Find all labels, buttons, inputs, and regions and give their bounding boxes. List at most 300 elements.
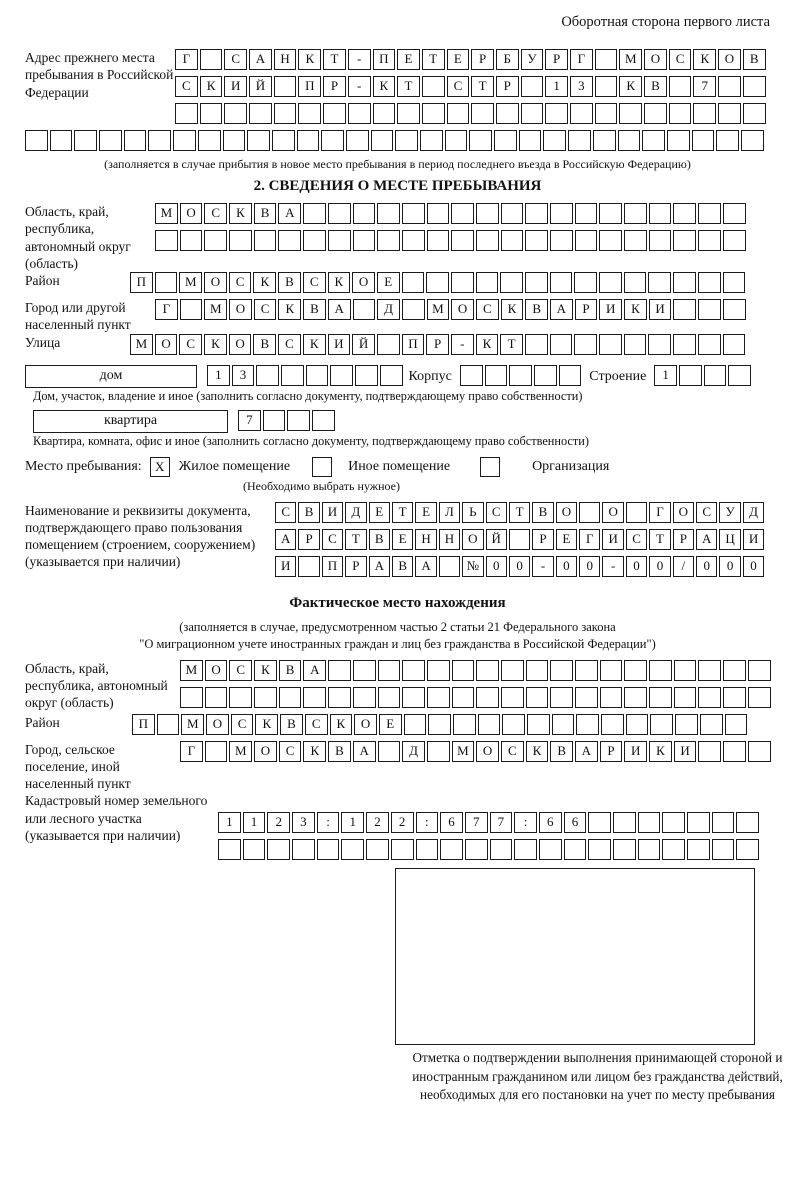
char-box[interactable]: Й bbox=[486, 529, 507, 550]
char-box[interactable]: О bbox=[673, 502, 694, 523]
char-box[interactable] bbox=[416, 839, 439, 860]
char-box[interactable]: Р bbox=[298, 529, 319, 550]
char-box[interactable] bbox=[478, 714, 501, 735]
char-box[interactable] bbox=[50, 130, 73, 151]
char-box[interactable]: С bbox=[305, 714, 328, 735]
char-box[interactable] bbox=[427, 203, 450, 224]
char-box[interactable]: 0 bbox=[626, 556, 647, 577]
char-box[interactable] bbox=[723, 687, 746, 708]
char-box[interactable] bbox=[619, 103, 642, 124]
char-box[interactable] bbox=[698, 687, 721, 708]
char-box[interactable]: Е bbox=[369, 502, 390, 523]
char-box[interactable] bbox=[600, 687, 623, 708]
char-box[interactable]: М bbox=[181, 714, 204, 735]
char-box[interactable] bbox=[519, 130, 542, 151]
char-box[interactable] bbox=[501, 660, 524, 681]
char-box[interactable] bbox=[346, 130, 369, 151]
char-box[interactable] bbox=[675, 714, 698, 735]
char-box[interactable]: С bbox=[278, 334, 301, 355]
char-box[interactable] bbox=[716, 130, 739, 151]
char-box[interactable] bbox=[741, 130, 764, 151]
char-box[interactable] bbox=[650, 714, 673, 735]
char-box[interactable]: № bbox=[462, 556, 483, 577]
char-box[interactable] bbox=[256, 365, 279, 386]
char-box[interactable]: К bbox=[303, 741, 326, 762]
char-box[interactable] bbox=[626, 502, 647, 523]
char-box[interactable] bbox=[312, 410, 335, 431]
char-box[interactable]: О bbox=[476, 741, 499, 762]
char-box[interactable] bbox=[402, 230, 425, 251]
char-box[interactable] bbox=[395, 130, 418, 151]
char-box[interactable] bbox=[698, 741, 721, 762]
char-box[interactable]: С bbox=[229, 272, 252, 293]
char-box[interactable] bbox=[698, 230, 721, 251]
char-box[interactable]: 7 bbox=[490, 812, 513, 833]
char-box[interactable] bbox=[649, 230, 672, 251]
char-box[interactable]: И bbox=[602, 529, 623, 550]
char-box[interactable] bbox=[476, 203, 499, 224]
char-box[interactable] bbox=[175, 103, 198, 124]
char-box[interactable]: Т bbox=[471, 76, 494, 97]
char-box[interactable]: М bbox=[229, 741, 252, 762]
char-box[interactable] bbox=[624, 687, 647, 708]
char-box[interactable] bbox=[218, 839, 241, 860]
char-box[interactable] bbox=[638, 839, 661, 860]
char-box[interactable]: Ц bbox=[719, 529, 740, 550]
char-box[interactable] bbox=[704, 365, 727, 386]
char-box[interactable]: Т bbox=[392, 502, 413, 523]
char-box[interactable]: Т bbox=[397, 76, 420, 97]
char-box[interactable]: В bbox=[298, 502, 319, 523]
char-box[interactable] bbox=[624, 660, 647, 681]
char-box[interactable] bbox=[469, 130, 492, 151]
char-box[interactable] bbox=[576, 714, 599, 735]
char-box[interactable] bbox=[404, 714, 427, 735]
char-box[interactable] bbox=[679, 365, 702, 386]
char-box[interactable]: В bbox=[253, 334, 276, 355]
char-box[interactable]: М bbox=[155, 203, 178, 224]
char-box[interactable]: К bbox=[476, 334, 499, 355]
char-box[interactable]: С bbox=[447, 76, 470, 97]
char-box[interactable] bbox=[550, 334, 573, 355]
char-box[interactable]: 3 bbox=[570, 76, 593, 97]
char-box[interactable] bbox=[373, 103, 396, 124]
char-box[interactable] bbox=[534, 365, 557, 386]
char-box[interactable] bbox=[378, 687, 401, 708]
char-box[interactable]: В bbox=[392, 556, 413, 577]
char-box[interactable]: Г bbox=[155, 299, 178, 320]
char-box[interactable]: Р bbox=[575, 299, 598, 320]
char-box[interactable]: Д bbox=[402, 741, 425, 762]
char-box[interactable] bbox=[568, 130, 591, 151]
char-box[interactable]: К bbox=[255, 714, 278, 735]
char-box[interactable] bbox=[317, 839, 340, 860]
char-box[interactable]: С bbox=[322, 529, 343, 550]
char-box[interactable] bbox=[465, 839, 488, 860]
char-box[interactable]: Ь bbox=[462, 502, 483, 523]
char-box[interactable] bbox=[501, 203, 524, 224]
char-box[interactable]: Г bbox=[180, 741, 203, 762]
char-box[interactable]: С bbox=[224, 49, 247, 70]
char-box[interactable] bbox=[698, 299, 721, 320]
char-box[interactable]: П bbox=[132, 714, 155, 735]
char-box[interactable]: А bbox=[303, 660, 326, 681]
char-box[interactable]: К bbox=[693, 49, 716, 70]
char-box[interactable]: О bbox=[718, 49, 741, 70]
char-box[interactable] bbox=[698, 272, 721, 293]
char-box[interactable] bbox=[198, 130, 221, 151]
char-box[interactable]: К bbox=[328, 272, 351, 293]
char-box[interactable] bbox=[712, 812, 735, 833]
char-box[interactable] bbox=[575, 687, 598, 708]
char-box[interactable]: К bbox=[254, 660, 277, 681]
char-box[interactable]: Е bbox=[392, 529, 413, 550]
char-box[interactable]: У bbox=[719, 502, 740, 523]
checkbox-inoe[interactable] bbox=[312, 457, 332, 477]
char-box[interactable] bbox=[249, 103, 272, 124]
char-box[interactable] bbox=[521, 103, 544, 124]
char-box[interactable]: - bbox=[348, 49, 371, 70]
char-box[interactable]: Б bbox=[496, 49, 519, 70]
char-box[interactable]: К bbox=[253, 272, 276, 293]
char-box[interactable] bbox=[353, 687, 376, 708]
char-box[interactable]: С bbox=[229, 660, 252, 681]
char-box[interactable]: И bbox=[649, 299, 672, 320]
char-box[interactable]: Д bbox=[345, 502, 366, 523]
char-box[interactable] bbox=[328, 230, 351, 251]
char-box[interactable]: 1 bbox=[218, 812, 241, 833]
char-box[interactable] bbox=[25, 130, 48, 151]
char-box[interactable]: С bbox=[696, 502, 717, 523]
char-box[interactable]: 0 bbox=[556, 556, 577, 577]
char-box[interactable] bbox=[502, 714, 525, 735]
char-box[interactable] bbox=[595, 103, 618, 124]
char-box[interactable]: Р bbox=[426, 334, 449, 355]
char-box[interactable]: О bbox=[206, 714, 229, 735]
char-box[interactable]: И bbox=[674, 741, 697, 762]
char-box[interactable] bbox=[371, 130, 394, 151]
char-box[interactable] bbox=[292, 839, 315, 860]
char-box[interactable] bbox=[550, 203, 573, 224]
char-box[interactable] bbox=[600, 660, 623, 681]
char-box[interactable] bbox=[593, 130, 616, 151]
char-box[interactable] bbox=[687, 839, 710, 860]
char-box[interactable]: В bbox=[278, 272, 301, 293]
char-box[interactable] bbox=[525, 334, 548, 355]
char-box[interactable] bbox=[736, 812, 759, 833]
char-box[interactable] bbox=[550, 687, 573, 708]
char-box[interactable] bbox=[278, 230, 301, 251]
char-box[interactable]: 2 bbox=[267, 812, 290, 833]
char-box[interactable] bbox=[514, 839, 537, 860]
char-box[interactable]: И bbox=[743, 529, 764, 550]
char-box[interactable]: А bbox=[575, 741, 598, 762]
char-box[interactable]: В bbox=[743, 49, 766, 70]
char-box[interactable] bbox=[748, 660, 771, 681]
char-box[interactable]: Т bbox=[422, 49, 445, 70]
char-box[interactable] bbox=[500, 272, 523, 293]
char-box[interactable] bbox=[728, 365, 751, 386]
char-box[interactable]: : bbox=[317, 812, 340, 833]
char-box[interactable]: У bbox=[521, 49, 544, 70]
char-box[interactable]: С bbox=[254, 299, 277, 320]
char-box[interactable]: П bbox=[373, 49, 396, 70]
char-box[interactable] bbox=[490, 839, 513, 860]
char-box[interactable]: 0 bbox=[579, 556, 600, 577]
char-box[interactable] bbox=[525, 230, 548, 251]
char-box[interactable] bbox=[595, 49, 618, 70]
char-box[interactable] bbox=[700, 714, 723, 735]
char-box[interactable] bbox=[451, 203, 474, 224]
char-box[interactable]: Е bbox=[377, 272, 400, 293]
char-box[interactable] bbox=[200, 103, 223, 124]
char-box[interactable]: П bbox=[402, 334, 425, 355]
char-box[interactable]: Р bbox=[673, 529, 694, 550]
char-box[interactable] bbox=[723, 660, 746, 681]
char-box[interactable]: 2 bbox=[366, 812, 389, 833]
char-box[interactable] bbox=[460, 365, 483, 386]
char-box[interactable] bbox=[380, 365, 403, 386]
char-box[interactable]: О bbox=[180, 203, 203, 224]
char-box[interactable] bbox=[723, 203, 746, 224]
char-box[interactable]: 1 bbox=[341, 812, 364, 833]
char-box[interactable]: М bbox=[179, 272, 202, 293]
char-box[interactable]: Е bbox=[447, 49, 470, 70]
char-box[interactable] bbox=[229, 687, 252, 708]
char-box[interactable] bbox=[378, 741, 401, 762]
char-box[interactable]: В bbox=[369, 529, 390, 550]
char-box[interactable] bbox=[157, 714, 180, 735]
char-box[interactable]: О bbox=[352, 272, 375, 293]
char-box[interactable] bbox=[341, 839, 364, 860]
char-box[interactable]: В bbox=[525, 299, 548, 320]
char-box[interactable] bbox=[328, 203, 351, 224]
char-box[interactable]: - bbox=[348, 76, 371, 97]
char-box[interactable]: К bbox=[649, 741, 672, 762]
char-box[interactable] bbox=[124, 130, 147, 151]
char-box[interactable] bbox=[526, 687, 549, 708]
char-box[interactable]: А bbox=[328, 299, 351, 320]
char-box[interactable] bbox=[698, 334, 721, 355]
char-box[interactable] bbox=[377, 203, 400, 224]
char-box[interactable]: К bbox=[501, 299, 524, 320]
char-box[interactable] bbox=[527, 714, 550, 735]
char-box[interactable] bbox=[673, 299, 696, 320]
char-box[interactable]: - bbox=[451, 334, 474, 355]
char-box[interactable]: С bbox=[204, 203, 227, 224]
char-box[interactable] bbox=[445, 130, 468, 151]
char-box[interactable]: Р bbox=[600, 741, 623, 762]
char-box[interactable] bbox=[599, 230, 622, 251]
char-box[interactable]: С bbox=[231, 714, 254, 735]
char-box[interactable]: И bbox=[275, 556, 296, 577]
char-box[interactable] bbox=[328, 687, 351, 708]
char-box[interactable]: 7 bbox=[693, 76, 716, 97]
char-box[interactable] bbox=[205, 741, 228, 762]
char-box[interactable]: 6 bbox=[539, 812, 562, 833]
char-box[interactable]: О bbox=[205, 660, 228, 681]
char-box[interactable] bbox=[723, 272, 746, 293]
char-box[interactable]: А bbox=[249, 49, 272, 70]
char-box[interactable]: 1 bbox=[654, 365, 677, 386]
char-box[interactable]: 6 bbox=[440, 812, 463, 833]
char-box[interactable] bbox=[579, 502, 600, 523]
char-box[interactable] bbox=[428, 714, 451, 735]
char-box[interactable] bbox=[155, 272, 178, 293]
char-box[interactable] bbox=[494, 130, 517, 151]
char-box[interactable]: - bbox=[602, 556, 623, 577]
char-box[interactable] bbox=[453, 714, 476, 735]
char-box[interactable] bbox=[321, 130, 344, 151]
char-box[interactable] bbox=[274, 103, 297, 124]
char-box[interactable]: С bbox=[279, 741, 302, 762]
char-box[interactable] bbox=[254, 230, 277, 251]
char-box[interactable] bbox=[613, 839, 636, 860]
char-box[interactable] bbox=[298, 103, 321, 124]
char-box[interactable] bbox=[575, 660, 598, 681]
char-box[interactable] bbox=[618, 130, 641, 151]
char-box[interactable]: Й bbox=[352, 334, 375, 355]
char-box[interactable]: С bbox=[669, 49, 692, 70]
char-box[interactable] bbox=[539, 839, 562, 860]
char-box[interactable]: К bbox=[330, 714, 353, 735]
char-box[interactable]: / bbox=[673, 556, 694, 577]
char-box[interactable] bbox=[559, 365, 582, 386]
char-box[interactable]: А bbox=[278, 203, 301, 224]
char-box[interactable]: Д bbox=[743, 502, 764, 523]
char-box[interactable]: И bbox=[322, 502, 343, 523]
char-box[interactable]: В bbox=[280, 714, 303, 735]
char-box[interactable] bbox=[243, 839, 266, 860]
char-box[interactable]: О bbox=[644, 49, 667, 70]
char-box[interactable] bbox=[550, 272, 573, 293]
char-box[interactable] bbox=[570, 103, 593, 124]
char-box[interactable] bbox=[599, 272, 622, 293]
char-box[interactable] bbox=[496, 103, 519, 124]
char-box[interactable] bbox=[599, 334, 622, 355]
char-box[interactable] bbox=[366, 839, 389, 860]
char-box[interactable] bbox=[687, 812, 710, 833]
char-box[interactable] bbox=[648, 334, 671, 355]
char-box[interactable]: Т bbox=[345, 529, 366, 550]
char-box[interactable]: Е bbox=[556, 529, 577, 550]
char-box[interactable] bbox=[204, 230, 227, 251]
char-box[interactable] bbox=[662, 812, 685, 833]
char-box[interactable]: 0 bbox=[486, 556, 507, 577]
char-box[interactable] bbox=[148, 130, 171, 151]
char-box[interactable]: К bbox=[619, 76, 642, 97]
char-box[interactable] bbox=[452, 660, 475, 681]
char-box[interactable] bbox=[155, 230, 178, 251]
char-box[interactable]: Е bbox=[379, 714, 402, 735]
char-box[interactable]: С bbox=[303, 272, 326, 293]
char-box[interactable]: В bbox=[328, 741, 351, 762]
char-box[interactable]: 0 bbox=[509, 556, 530, 577]
char-box[interactable]: Й bbox=[249, 76, 272, 97]
char-box[interactable]: М bbox=[619, 49, 642, 70]
char-box[interactable] bbox=[440, 839, 463, 860]
char-box[interactable] bbox=[447, 103, 470, 124]
char-box[interactable]: Н bbox=[274, 49, 297, 70]
char-box[interactable] bbox=[698, 660, 721, 681]
char-box[interactable]: О bbox=[556, 502, 577, 523]
char-box[interactable] bbox=[247, 130, 270, 151]
char-box[interactable]: А bbox=[353, 741, 376, 762]
char-box[interactable] bbox=[550, 230, 573, 251]
dom-widebox[interactable]: дом bbox=[25, 365, 197, 388]
char-box[interactable]: В bbox=[254, 203, 277, 224]
char-box[interactable] bbox=[353, 660, 376, 681]
char-box[interactable] bbox=[422, 76, 445, 97]
char-box[interactable] bbox=[642, 130, 665, 151]
char-box[interactable] bbox=[377, 334, 400, 355]
char-box[interactable]: Д bbox=[377, 299, 400, 320]
char-box[interactable] bbox=[626, 714, 649, 735]
char-box[interactable]: А bbox=[275, 529, 296, 550]
char-box[interactable] bbox=[180, 230, 203, 251]
char-box[interactable]: К bbox=[303, 334, 326, 355]
char-box[interactable] bbox=[662, 839, 685, 860]
char-box[interactable]: С bbox=[486, 502, 507, 523]
char-box[interactable]: С bbox=[275, 502, 296, 523]
char-box[interactable]: : bbox=[514, 812, 537, 833]
char-box[interactable] bbox=[712, 839, 735, 860]
char-box[interactable] bbox=[743, 103, 766, 124]
char-box[interactable] bbox=[624, 334, 647, 355]
char-box[interactable] bbox=[303, 687, 326, 708]
char-box[interactable] bbox=[543, 130, 566, 151]
char-box[interactable]: И bbox=[624, 741, 647, 762]
char-box[interactable]: К bbox=[624, 299, 647, 320]
char-box[interactable] bbox=[485, 365, 508, 386]
char-box[interactable]: 0 bbox=[649, 556, 670, 577]
char-box[interactable] bbox=[525, 203, 548, 224]
char-box[interactable] bbox=[501, 230, 524, 251]
char-box[interactable] bbox=[397, 103, 420, 124]
char-box[interactable] bbox=[638, 812, 661, 833]
checkbox-org[interactable] bbox=[480, 457, 500, 477]
char-box[interactable]: М bbox=[452, 741, 475, 762]
char-box[interactable]: Л bbox=[439, 502, 460, 523]
char-box[interactable] bbox=[595, 76, 618, 97]
char-box[interactable]: М bbox=[180, 660, 203, 681]
char-box[interactable] bbox=[281, 365, 304, 386]
char-box[interactable]: 0 bbox=[719, 556, 740, 577]
char-box[interactable] bbox=[422, 103, 445, 124]
char-box[interactable] bbox=[564, 839, 587, 860]
char-box[interactable] bbox=[669, 103, 692, 124]
char-box[interactable] bbox=[330, 365, 353, 386]
char-box[interactable] bbox=[550, 660, 573, 681]
char-box[interactable]: 7 bbox=[238, 410, 261, 431]
char-box[interactable] bbox=[649, 660, 672, 681]
char-box[interactable]: К bbox=[278, 299, 301, 320]
char-box[interactable] bbox=[287, 410, 310, 431]
char-box[interactable] bbox=[303, 203, 326, 224]
char-box[interactable]: Е bbox=[415, 502, 436, 523]
char-box[interactable]: Р bbox=[323, 76, 346, 97]
char-box[interactable] bbox=[674, 687, 697, 708]
char-box[interactable]: : bbox=[416, 812, 439, 833]
char-box[interactable]: Р bbox=[496, 76, 519, 97]
char-box[interactable] bbox=[274, 76, 297, 97]
char-box[interactable] bbox=[353, 230, 376, 251]
char-box[interactable] bbox=[736, 839, 759, 860]
char-box[interactable] bbox=[426, 272, 449, 293]
char-box[interactable]: А bbox=[415, 556, 436, 577]
char-box[interactable] bbox=[723, 741, 746, 762]
char-box[interactable] bbox=[427, 660, 450, 681]
